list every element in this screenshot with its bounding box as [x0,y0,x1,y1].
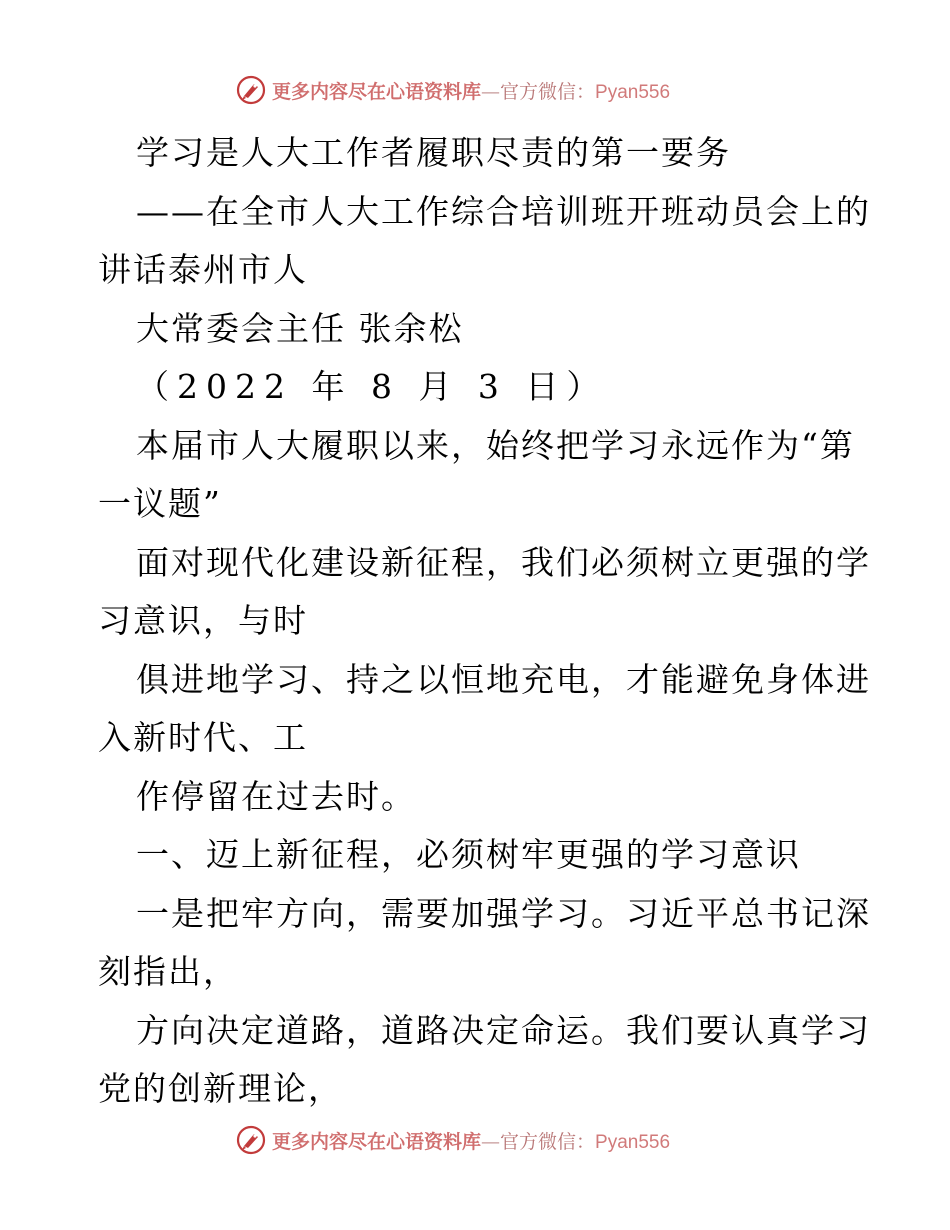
document-title: 学习是人大工作者履职尽责的第一要务 [136,133,731,172]
banner-brand: 更多内容尽在心语资料库 [272,80,482,103]
banner-wechat-id: Pyan556 [595,1131,671,1153]
paragraph-line: 本届市人大履职以来，始终把学习永远作为“第 [136,425,855,465]
paragraph-line: 习意识，与时 [98,601,308,640]
banner-wechat-id: Pyan556 [595,81,671,103]
paragraph-line: 面对现代化建设新征程，我们必须树立更强的学 [136,542,871,582]
document-author: 大常委会主任 张余松 [136,308,464,348]
footer-banner [236,1122,716,1158]
paragraph-line: 俱进地学习、持之以恒地充电，才能避免身体进 [136,659,871,699]
banner-separator: — [481,1130,501,1153]
paragraph-line: 党的创新理论， [98,1069,343,1108]
banner-separator: — [481,80,501,103]
banner-wechat-label: 官方微信： [500,1130,596,1153]
pen-nib-logo-icon [236,75,266,105]
header-banner [236,72,716,108]
document-subtitle: ——在全市人大工作综合培训班开班动员会上的 [136,191,871,231]
pen-nib-logo-icon [236,1125,266,1155]
banner-wechat-label: 官方微信： [500,80,596,103]
paragraph-line: 入新时代、工 [98,718,308,757]
paragraph-line: 刻指出， [98,952,238,991]
banner-brand: 更多内容尽在心语资料库 [272,1130,482,1153]
document-date: （2022 年 8 月 3 日） [136,367,608,406]
paragraph-line: 作停留在过去时。 [136,776,416,816]
section-heading: 一、迈上新征程，必须树牢更强的学习意识 [136,835,801,874]
paragraph-line: 方向决定道路，道路决定命运。我们要认真学习 [136,1010,871,1050]
document-subtitle-cont: 讲话泰州市人 [98,250,308,289]
paragraph-line: 一是把牢方向，需要加强学习。习近平总书记深 [136,893,871,933]
document-body [98,124,871,1119]
paragraph-line: 一议题” [98,484,222,523]
